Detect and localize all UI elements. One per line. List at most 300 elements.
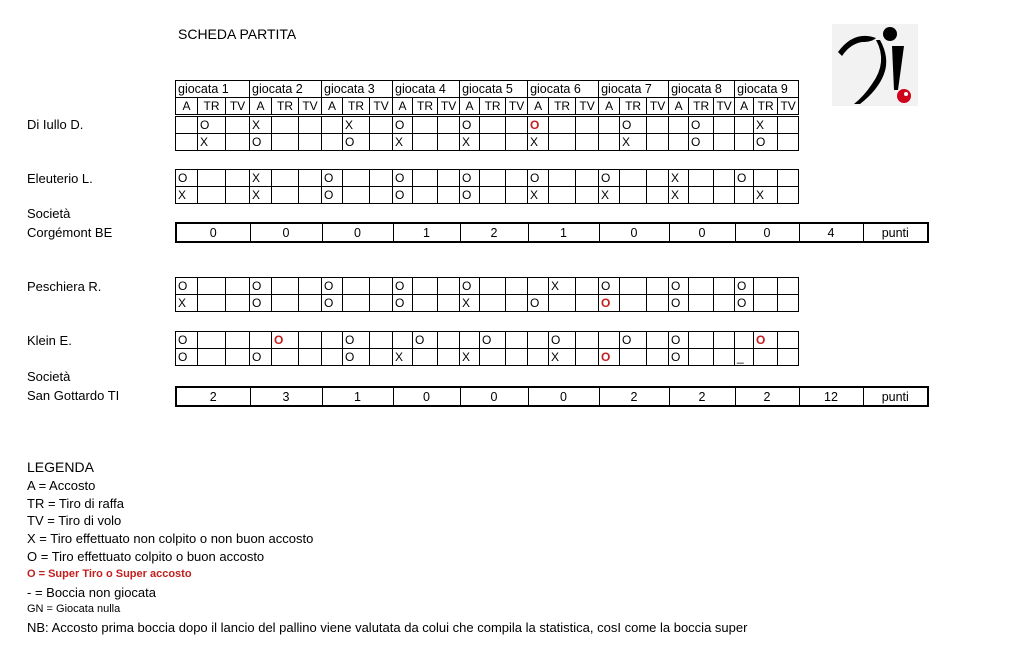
shot-cell [272, 187, 299, 204]
shot-type-header: TV [299, 98, 322, 115]
shot-cell: O [620, 117, 647, 134]
shot-cell [506, 295, 528, 312]
shot-cell [599, 117, 620, 134]
legend-o: O = Tiro effettuato colpito o buon accosto [27, 548, 265, 564]
shot-cell [576, 170, 599, 187]
shot-cell [689, 295, 714, 312]
shot-cell: O [735, 278, 754, 295]
bocce-player-icon [832, 24, 918, 106]
shot-cell [413, 349, 438, 366]
shot-type-header: TR [198, 98, 226, 115]
shot-cell: X [549, 349, 576, 366]
shot-type-header: A [528, 98, 549, 115]
shot-cell [198, 170, 226, 187]
punti-label: punti [863, 387, 928, 406]
shot-cell: O [250, 295, 272, 312]
shot-cell [549, 187, 576, 204]
shot-type-header: TR [272, 98, 299, 115]
legend-nb: NB: Accosto prima boccia dopo il lancio del pallino viene valutata da colui che compila la statistica, cosI come la boccia super [27, 620, 748, 636]
shot-cell [438, 117, 460, 134]
shot-cell [480, 187, 506, 204]
shot-cell: O [343, 134, 370, 151]
shot-cell [735, 134, 754, 151]
shot-cell [689, 278, 714, 295]
shot-cell [599, 134, 620, 151]
shot-cell [669, 134, 689, 151]
shot-cell: O [413, 332, 438, 349]
shot-cell [226, 332, 250, 349]
shot-cell: O [689, 134, 714, 151]
shot-cell [322, 117, 343, 134]
shot-cell [272, 117, 299, 134]
shot-cell: O [393, 117, 413, 134]
shot-cell [576, 332, 599, 349]
shot-cell [576, 295, 599, 312]
player-grid [175, 116, 799, 151]
shot-cell [576, 117, 599, 134]
shot-cell: O [250, 349, 272, 366]
shot-cell [576, 187, 599, 204]
shot-cell [198, 278, 226, 295]
shot-cell [438, 278, 460, 295]
shot-cell [272, 278, 299, 295]
shot-cell [506, 117, 528, 134]
shot-cell: O [669, 332, 689, 349]
shot-cell [343, 187, 370, 204]
score-cell: 0 [669, 223, 735, 242]
shot-cell [778, 170, 799, 187]
shot-cell: X [754, 117, 778, 134]
shot-cell: O [393, 170, 413, 187]
shot-type-header: TR [689, 98, 714, 115]
shot-cell [506, 349, 528, 366]
shot-type-header: TV [714, 98, 735, 115]
shot-cell [689, 187, 714, 204]
score-cell: 2 [176, 387, 250, 406]
giocata-header: giocata 3 [322, 81, 393, 98]
legend-tr: TR = Tiro di raffa [27, 495, 124, 511]
shot-cell: X [176, 295, 198, 312]
shot-cell [669, 117, 689, 134]
player-name: Di Iullo D. [27, 117, 84, 132]
shot-cell [528, 332, 549, 349]
shot-cell [714, 134, 735, 151]
shot-cell [299, 332, 322, 349]
score-cell: 1 [528, 223, 599, 242]
shot-type-header: A [460, 98, 480, 115]
shot-cell: O [250, 278, 272, 295]
shot-type-header: TR [754, 98, 778, 115]
score-cell: 2 [735, 387, 799, 406]
societa-name: San Gottardo TI [27, 388, 120, 403]
shot-type-header: A [322, 98, 343, 115]
shot-type-header: TV [778, 98, 799, 115]
giocata-header: giocata 7 [599, 81, 669, 98]
shot-cell [343, 170, 370, 187]
shot-cell [438, 295, 460, 312]
shot-cell [778, 117, 799, 134]
page-title: SCHEDA PARTITA [178, 26, 297, 42]
shot-cell: X [460, 295, 480, 312]
shot-cell: O [176, 170, 198, 187]
shot-cell [438, 187, 460, 204]
shot-cell [576, 349, 599, 366]
shot-cell [714, 170, 735, 187]
shot-cell: X [599, 187, 620, 204]
shot-cell [754, 349, 778, 366]
shot-cell [620, 187, 647, 204]
shot-cell: O [528, 170, 549, 187]
total-score: 4 [799, 223, 863, 242]
giocata-header: giocata 2 [250, 81, 322, 98]
legend-dash: - = Boccia non giocata [27, 584, 156, 600]
shot-cell: O [754, 134, 778, 151]
shot-cell [714, 187, 735, 204]
shot-cell: O [393, 187, 413, 204]
shot-cell [714, 332, 735, 349]
shot-cell [413, 295, 438, 312]
shot-cell: O [599, 349, 620, 366]
shot-cell [735, 187, 754, 204]
shot-cell [413, 134, 438, 151]
shot-cell [576, 134, 599, 151]
shot-cell [226, 170, 250, 187]
shot-cell [272, 134, 299, 151]
shot-cell [480, 170, 506, 187]
player-grid [175, 331, 799, 366]
shot-cell [393, 332, 413, 349]
player-grid [175, 277, 799, 312]
shot-cell [176, 134, 198, 151]
shot-cell [778, 187, 799, 204]
shot-cell: X [393, 349, 413, 366]
legend-super: O = Super Tiro o Super accosto [27, 567, 192, 580]
player-name: Peschiera R. [27, 279, 102, 294]
shot-cell [322, 349, 343, 366]
shot-cell: O [599, 170, 620, 187]
shot-cell [647, 187, 669, 204]
shot-cell: O [322, 278, 343, 295]
shot-cell [226, 278, 250, 295]
shot-cell [299, 187, 322, 204]
score-cell: 2 [669, 387, 735, 406]
shot-cell: X [669, 187, 689, 204]
shot-cell [480, 117, 506, 134]
header-grid [175, 80, 799, 115]
shot-cell [299, 170, 322, 187]
shot-cell [778, 134, 799, 151]
shot-cell [299, 349, 322, 366]
shot-cell [549, 117, 576, 134]
score-cell: 0 [460, 387, 528, 406]
shot-cell [647, 278, 669, 295]
legend-a: A = Accosto [27, 477, 96, 493]
shot-cell [620, 295, 647, 312]
shot-cell [198, 349, 226, 366]
shot-cell [299, 278, 322, 295]
shot-cell [778, 278, 799, 295]
giocata-header: giocata 1 [176, 81, 250, 98]
score-cell: 0 [528, 387, 599, 406]
shot-cell: O [480, 332, 506, 349]
shot-cell [370, 117, 393, 134]
shot-cell [413, 187, 438, 204]
shot-cell [506, 170, 528, 187]
shot-cell [754, 295, 778, 312]
score-row [175, 386, 929, 407]
shot-cell: X [754, 187, 778, 204]
score-row [175, 222, 929, 243]
giocata-header: giocata 5 [460, 81, 528, 98]
shot-cell: O [176, 278, 198, 295]
shot-type-header: TV [647, 98, 669, 115]
shot-cell [714, 278, 735, 295]
legend [27, 459, 747, 637]
shot-cell: X [460, 134, 480, 151]
score-cell: 0 [250, 223, 322, 242]
shot-cell [272, 170, 299, 187]
score-cell: 3 [250, 387, 322, 406]
punti-label: punti [863, 223, 928, 242]
legend-x: X = Tiro effettuato non colpito o non buon accosto [27, 531, 314, 547]
giocata-header: giocata 8 [669, 81, 735, 98]
shot-cell [549, 170, 576, 187]
shot-type-header: TV [438, 98, 460, 115]
shot-cell: X [250, 170, 272, 187]
shot-cell [754, 170, 778, 187]
shot-cell: X [250, 187, 272, 204]
shot-cell [714, 295, 735, 312]
shot-cell [438, 349, 460, 366]
shot-cell [370, 295, 393, 312]
shot-cell [226, 187, 250, 204]
shot-cell [599, 332, 620, 349]
shot-type-header: TR [343, 98, 370, 115]
shot-cell [506, 278, 528, 295]
shot-cell [226, 349, 250, 366]
shot-cell [322, 332, 343, 349]
player-name: Klein E. [27, 333, 72, 348]
shot-cell [549, 295, 576, 312]
shot-cell [176, 117, 198, 134]
player-grid [175, 169, 799, 204]
shot-cell [480, 295, 506, 312]
shot-cell [272, 295, 299, 312]
score-cell: 2 [460, 223, 528, 242]
shot-cell: O [460, 278, 480, 295]
score-cell: 0 [599, 223, 669, 242]
score-cell: 2 [599, 387, 669, 406]
shot-cell [343, 295, 370, 312]
shot-cell [413, 117, 438, 134]
shot-type-header: TV [370, 98, 393, 115]
shot-cell: O [322, 170, 343, 187]
score-cell: 1 [393, 223, 460, 242]
shot-cell [438, 134, 460, 151]
shot-cell: O [735, 170, 754, 187]
shot-cell [250, 332, 272, 349]
shot-cell [506, 134, 528, 151]
shot-cell: O [460, 187, 480, 204]
shot-cell [198, 332, 226, 349]
shot-cell: O [669, 278, 689, 295]
societa-name: Corgémont BE [27, 225, 113, 240]
shot-cell [480, 278, 506, 295]
shot-cell [620, 170, 647, 187]
shot-cell: O [250, 134, 272, 151]
shot-cell [689, 170, 714, 187]
shot-cell [322, 134, 343, 151]
shot-type-header: TR [480, 98, 506, 115]
shot-cell: O [689, 117, 714, 134]
shot-cell [198, 295, 226, 312]
legend-tv: TV = Tiro di volo [27, 513, 122, 529]
shot-cell [460, 332, 480, 349]
shot-cell [714, 117, 735, 134]
shot-cell: O [528, 117, 549, 134]
shot-type-header: A [393, 98, 413, 115]
shot-cell [370, 349, 393, 366]
shot-cell: O [528, 295, 549, 312]
shot-cell [226, 117, 250, 134]
shot-cell [689, 349, 714, 366]
shot-cell [438, 332, 460, 349]
shot-cell: X [620, 134, 647, 151]
shot-cell: O [176, 349, 198, 366]
shot-type-header: TV [226, 98, 250, 115]
shot-cell [370, 332, 393, 349]
score-cell: 0 [393, 387, 460, 406]
shot-cell: O [599, 295, 620, 312]
shot-cell [480, 349, 506, 366]
shot-cell [370, 134, 393, 151]
shot-cell: X [528, 187, 549, 204]
shot-cell [620, 278, 647, 295]
shot-cell [754, 278, 778, 295]
giocata-header: giocata 4 [393, 81, 460, 98]
shot-cell [735, 332, 754, 349]
shot-cell [778, 349, 799, 366]
shot-cell: _ [735, 349, 754, 366]
shot-cell [576, 278, 599, 295]
shot-cell [226, 134, 250, 151]
shot-cell: O [735, 295, 754, 312]
shot-cell [528, 349, 549, 366]
shot-cell [299, 295, 322, 312]
shot-type-header: TR [620, 98, 647, 115]
shot-cell: O [198, 117, 226, 134]
shot-type-header: TR [413, 98, 438, 115]
shot-cell: O [272, 332, 299, 349]
shot-cell: O [599, 278, 620, 295]
shot-cell [480, 134, 506, 151]
shot-type-header: A [176, 98, 198, 115]
shot-cell [299, 134, 322, 151]
shot-cell [370, 187, 393, 204]
shot-cell: X [460, 349, 480, 366]
shot-cell [647, 332, 669, 349]
total-score: 12 [799, 387, 863, 406]
shot-type-header: A [735, 98, 754, 115]
shot-type-header: A [250, 98, 272, 115]
shot-cell: O [669, 295, 689, 312]
shot-cell: X [528, 134, 549, 151]
societa-label: Società [27, 369, 71, 384]
shot-cell [778, 295, 799, 312]
score-cell: 1 [322, 387, 393, 406]
shot-cell [778, 332, 799, 349]
shot-type-header: A [669, 98, 689, 115]
shot-cell [438, 170, 460, 187]
giocata-header: giocata 9 [735, 81, 799, 98]
giocata-header: giocata 6 [528, 81, 599, 98]
shot-cell: O [393, 278, 413, 295]
shot-type-header: TR [549, 98, 576, 115]
shot-cell [549, 134, 576, 151]
shot-cell [647, 117, 669, 134]
score-cell: 0 [322, 223, 393, 242]
shot-cell: O [322, 295, 343, 312]
shot-cell: O [549, 332, 576, 349]
shot-cell [198, 187, 226, 204]
shot-cell [370, 170, 393, 187]
shot-cell [647, 134, 669, 151]
score-cell: 0 [735, 223, 799, 242]
shot-cell [413, 278, 438, 295]
shot-cell [689, 332, 714, 349]
shot-cell [506, 332, 528, 349]
shot-cell: O [343, 332, 370, 349]
shot-cell: O [620, 332, 647, 349]
shot-cell: X [549, 278, 576, 295]
shot-cell: O [343, 349, 370, 366]
legend-title: LEGENDA [27, 459, 94, 475]
shot-type-header: TV [506, 98, 528, 115]
shot-cell: O [460, 117, 480, 134]
shot-cell: X [669, 170, 689, 187]
shot-cell: X [176, 187, 198, 204]
shot-cell: X [393, 134, 413, 151]
shot-cell [647, 295, 669, 312]
shot-cell: O [754, 332, 778, 349]
shot-cell [370, 278, 393, 295]
shot-cell [226, 295, 250, 312]
shot-cell: O [393, 295, 413, 312]
shot-cell [735, 117, 754, 134]
shot-cell [272, 349, 299, 366]
shot-cell [714, 349, 735, 366]
shot-cell [647, 349, 669, 366]
shot-cell: O [176, 332, 198, 349]
shot-cell: X [250, 117, 272, 134]
shot-cell [299, 117, 322, 134]
shot-cell: O [460, 170, 480, 187]
societa-label: Società [27, 206, 71, 221]
shot-cell [620, 349, 647, 366]
player-name: Eleuterio L. [27, 171, 93, 186]
shot-cell: X [343, 117, 370, 134]
shot-type-header: TV [576, 98, 599, 115]
legend-gn: GN = Giocata nulla [27, 603, 121, 616]
shot-cell: X [198, 134, 226, 151]
shot-cell [647, 170, 669, 187]
shot-cell: O [669, 349, 689, 366]
shot-cell: O [322, 187, 343, 204]
shot-cell [413, 170, 438, 187]
score-cell: 0 [176, 223, 250, 242]
shot-cell [528, 278, 549, 295]
shot-cell [506, 187, 528, 204]
